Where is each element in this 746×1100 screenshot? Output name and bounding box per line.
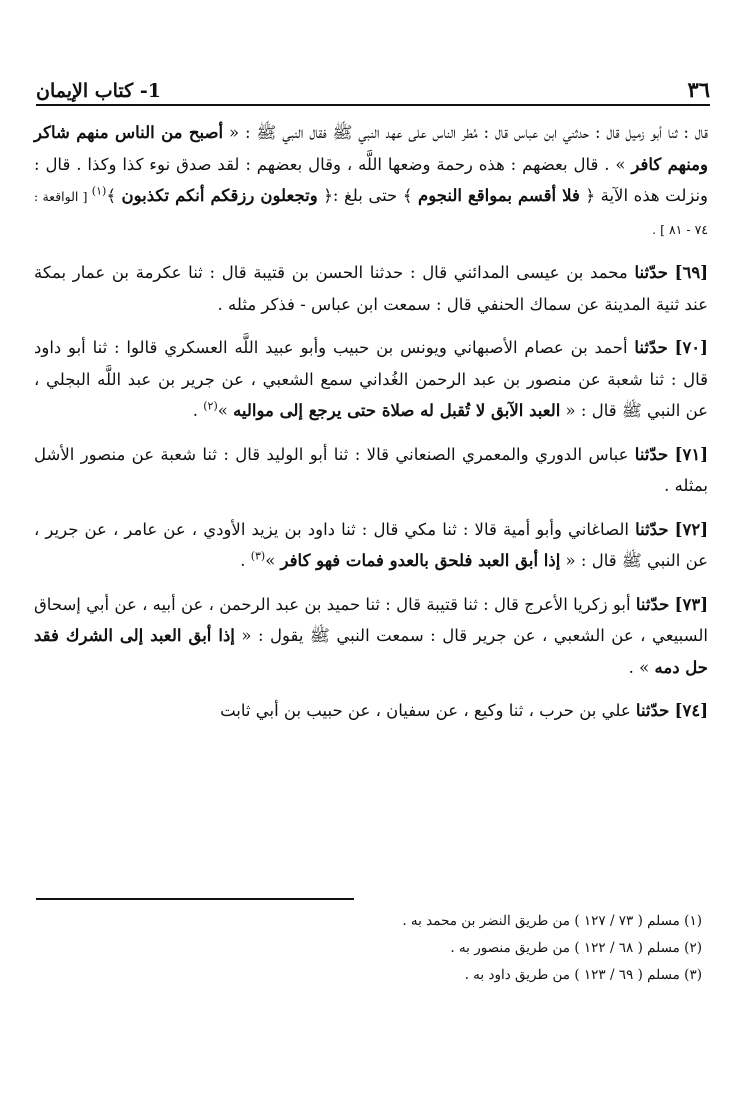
header-rule	[36, 104, 710, 106]
chapter-title: 1- كتاب الإيمان	[36, 80, 161, 102]
hadith-74	[34, 695, 708, 727]
text: »	[217, 401, 234, 420]
hadith-70	[34, 332, 708, 427]
hadith-quote: العبد الآبق لا تُقبل له صلاة حتى يرجع إلى مواليه	[233, 401, 561, 420]
footnote-3: (٣) مسلم ( ٦٩ / ١٢٣ ) من طريق داود به .	[464, 967, 702, 983]
footnote-rule	[36, 898, 354, 900]
footnote-1: (١) مسلم ( ٧٣ / ١٢٧ ) من طريق النضر بن محمد به .	[402, 913, 702, 929]
hadith-69	[34, 257, 708, 320]
hadith-number: [٧٠]	[674, 338, 708, 357]
main-text	[34, 117, 708, 739]
quran-quote: وتجعلون رزقكم أنكم تكذبون	[121, 186, 318, 205]
haddatha-word: حدّثنا	[635, 519, 669, 539]
hadith-number: [٧٢]	[674, 519, 708, 539]
text: .	[240, 551, 251, 570]
text: محمد بن عيسى المدائني قال : حدثنا الحسن بن قتيبة قال : ثنا عكرمة بن عمار بمكة عند ثنية المدينة عن سماك الحنفي قال : سمعت ابن عباس - فذكر مثله .	[34, 263, 708, 314]
haddatha-word: حدّثنا	[635, 594, 670, 614]
footnote-ref: (٢)	[203, 399, 218, 413]
page-number: ٣٦	[687, 77, 710, 102]
text: ﴾ حتى بلغ :﴿	[317, 186, 418, 205]
hadith-71	[34, 439, 708, 502]
haddatha-word: حدّثنا	[634, 338, 668, 357]
hadith-72	[34, 514, 708, 577]
footnotes	[36, 908, 702, 989]
paragraph-68-continuation	[34, 117, 708, 245]
text: أحمد بن عصام الأصبهاني ويونس بن حبيب وأبو عبيد اللَّه العسكري قالوا : ثنا أبو داود قال : ثنا شعبة عن منصور بن عبد الرحمن الغُداني سمع الشعبي ، عن جرير بن عبد اللَّه البجلي ، عن النبي ﷺ قال : «	[34, 338, 708, 420]
hadith-number: [٧٣]	[674, 594, 709, 614]
text: .	[192, 401, 204, 420]
quran-reference: [ الواقعة : ٧٤ - ٨١ ] .	[34, 189, 708, 237]
quran-quote: فلا أقسم بمواقع النجوم	[418, 186, 580, 205]
hadith-quote: إذا أبق العبد فلحق بالعدو فمات فهو كافر	[280, 551, 561, 570]
text: قال : ثنا أبو زميل قال : حدثني ابن عباس قال : مُطر الناس على عهد النبي ﷺ فقال النبي ﷺ : «	[223, 123, 708, 142]
text: الصاغاني وأبو أمية قالا : ثنا مكي قال : ثنا داود بن يزيد الأودي ، عن عامر ، عن جرير ، عن النبي ﷺ قال : «	[34, 519, 708, 570]
hadith-quote: إذا أبق العبد إلى الشرك فقد حل دمه	[34, 626, 708, 677]
page-header	[36, 62, 710, 102]
text: » . قال بعضهم : هذه رحمة وضعها اللَّه ، وقال بعضهم : لقد صدق نوء كذا وكذا . قال : ونزلت هذه الآية ﴿	[34, 154, 709, 205]
haddatha-word: حدّثنا	[634, 263, 668, 282]
hadith-number: [٧٤]	[674, 701, 708, 720]
footnote-2: (٢) مسلم ( ٦٨ / ١٢٢ ) من طريق منصور به .	[450, 940, 702, 956]
text: » .	[628, 657, 655, 677]
text: عباس الدوري والمعمري الصنعاني قالا : ثنا أبو الوليد قال : ثنا شعبة عن منصور الأشل بمثله .	[34, 444, 708, 495]
haddatha-word: حدّثنا	[635, 701, 670, 720]
footnote-ref: (٣)	[250, 549, 266, 563]
hadith-number: [٦٩]	[674, 263, 708, 282]
haddatha-word: حدّثنا	[634, 444, 669, 464]
text: »	[265, 551, 281, 570]
hadith-quote: أصبح من الناس منهم شاكر ومنهم كافر	[34, 123, 708, 174]
text: أبو زكريا الأعرج قال : ثنا قتيبة قال : ثنا حميد بن عبد الرحمن ، عن أبيه ، عن أبي إسحاق السبيعي ، عن الشعبي ، عن جرير قال : سمعت النبي ﷺ يقول : «	[34, 594, 708, 645]
hadith-number: [٧١]	[674, 444, 708, 464]
text: ﴾	[106, 186, 122, 205]
footnote-ref: (١)	[91, 184, 107, 198]
hadith-73	[34, 589, 708, 684]
text: علي بن حرب ، ثنا وكيع ، عن سفيان ، عن حبيب بن أبي ثابت	[220, 701, 636, 720]
